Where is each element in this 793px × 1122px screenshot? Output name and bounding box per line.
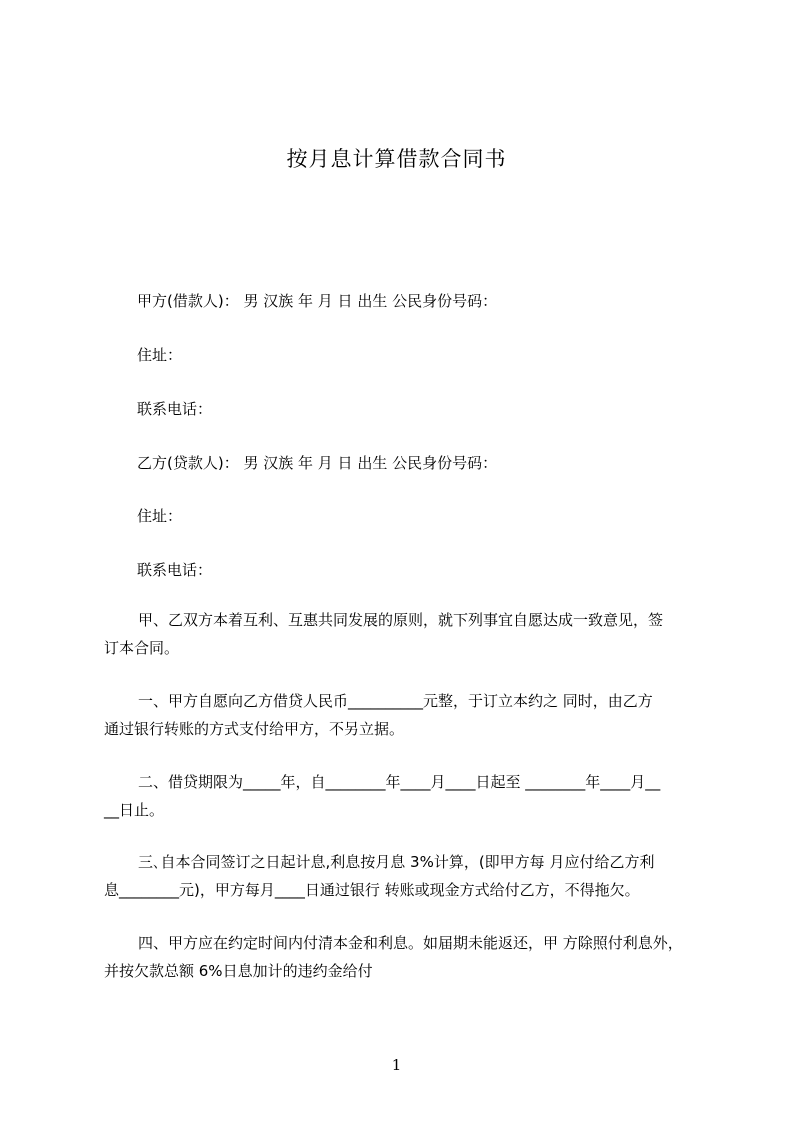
preamble-line-1: 甲、乙双方本着互利、互惠共同发展的原则，就下列事宜自愿达成一致意见，签 — [138, 611, 664, 629]
clause-2-line-2: __日止。 — [104, 801, 165, 819]
clause-3-line-2: 息________元)，甲方每月____日通过银行 转账或现金方式给付乙方，不得拖欠。 — [104, 881, 640, 899]
page-title: 按月息计算借款合同书 — [286, 147, 507, 171]
clause-1-paragraph — [104, 687, 704, 743]
clause-4-line-1: 四、甲方应在约定时间内付清本金和利息。如届期未能返还，甲 方除照付利息外， — [138, 934, 683, 952]
party-a-address: 住址： — [137, 346, 183, 364]
clause-2-line-1: 二、借贷期限为_____年，自________年____月____日起至 ________年____月__ — [138, 773, 661, 791]
preamble-line-2: 订本合同。 — [104, 639, 180, 657]
party-a-identity: 甲方(借款人)： 男 汉族 年 月 日 出生 公民身份号码： — [137, 292, 498, 310]
party-b-identity: 乙方(贷款人)： 男 汉族 年 月 日 出生 公民身份号码： — [137, 454, 498, 472]
clause-1-line-1: 一、甲方自愿向乙方借贷人民币__________元整，于订立本约之 同时，由乙方 — [138, 692, 653, 710]
preamble-paragraph — [104, 606, 704, 662]
clause-4-line-2: 并按欠款总额 6%日息加计的违约金给付 — [104, 962, 373, 980]
clause-3-line-1: 三､自本合同签订之日起计息,利息按月息 3%计算，(即甲方每 月应付给乙方利 — [138, 853, 655, 871]
clause-3-paragraph — [104, 848, 704, 904]
page-number: 1 — [391, 1056, 402, 1074]
party-b-address: 住址： — [137, 507, 183, 525]
party-b-phone: 联系电话： — [137, 561, 213, 579]
clause-4-paragraph — [104, 929, 704, 985]
party-a-phone: 联系电话： — [137, 400, 213, 418]
clause-2-paragraph — [104, 768, 704, 824]
clause-1-line-2: 通过银行转账的方式支付给甲方，不另立据。 — [104, 720, 405, 738]
